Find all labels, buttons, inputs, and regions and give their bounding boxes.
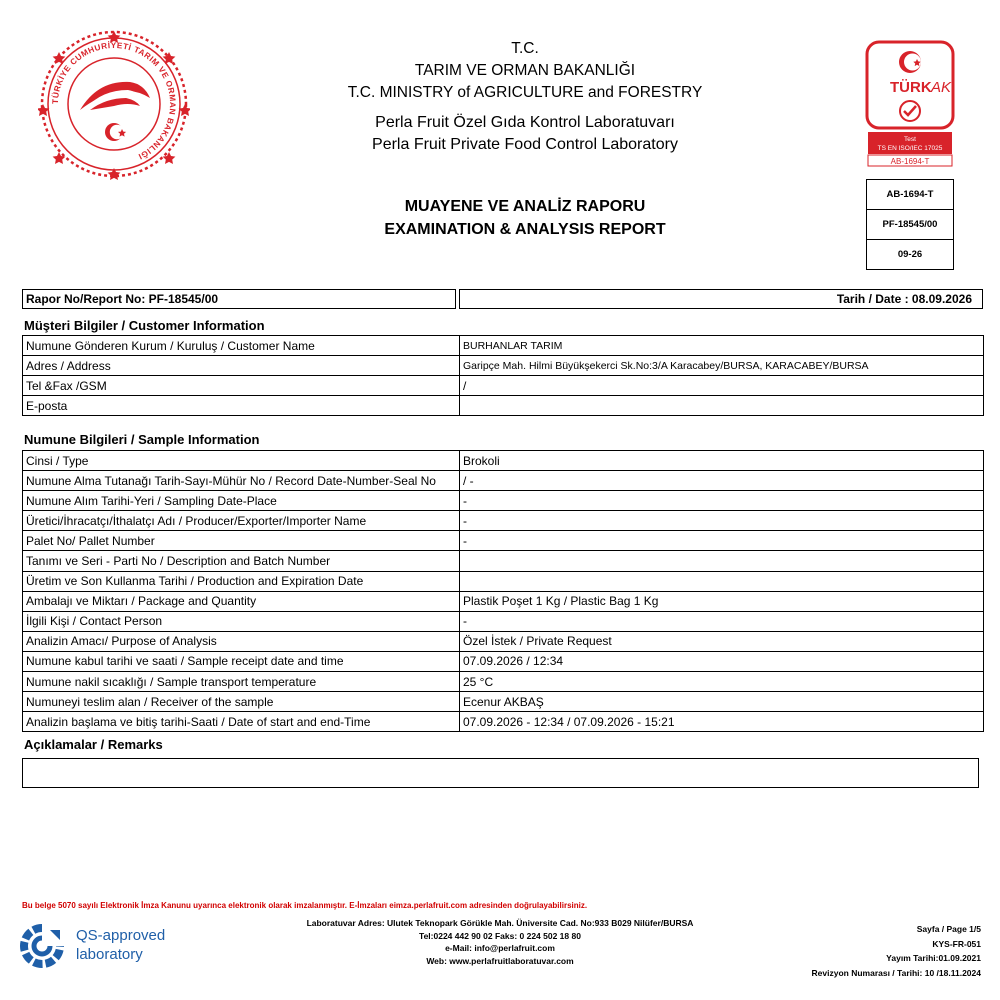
remarks-heading: Açıklamalar / Remarks [24,737,163,752]
report-title [260,195,790,241]
customer-value: Garipçe Mah. Hilmi Büyükşekerci Sk.No:3/A Karacabey/BURSA, KARACABEY/BURSA [460,356,984,376]
sample-label: Tanımı ve Seri - Parti No / Description and Batch Number [23,551,460,571]
sample-value: Brokoli [460,451,984,471]
table-row [23,376,984,396]
document-control-info [790,922,981,980]
qs-line2: laboratory [76,946,143,963]
header-center [260,38,790,156]
seal-ring-text: TÜRKİYE CUMHURİYETİ TARIM VE ORMAN BAKANLIĞI [50,40,178,162]
sample-table [22,450,984,732]
turkak-brand-tur: TÜRK [890,79,932,96]
sample-value [460,571,984,591]
table-row [23,611,984,631]
code-report: PF-18545/00 [867,209,953,239]
sample-label: Analizin başlama ve bitiş tarihi-Saati / Date of start and end-Time [23,712,460,732]
sample-value [460,551,984,571]
header-line-tc: T.C. [511,40,539,57]
sample-value: Ecenur AKBAŞ [460,692,984,712]
table-row [23,631,984,651]
sample-section-heading: Numune Bilgileri / Sample Information [24,432,260,447]
table-row [23,551,984,571]
sample-value: Plastik Poşet 1 Kg / Plastic Bag 1 Kg [460,591,984,611]
ministry-seal-logo [38,28,190,180]
sample-label: Numune kabul tarihi ve saati / Sample receipt date and time [23,651,460,671]
customer-value: BURHANLAR TARIM [460,336,984,356]
sample-value: - [460,491,984,511]
header-ministry-tr: TARIM VE ORMAN BAKANLIĞI [414,62,636,79]
lab-contact [270,917,730,967]
code-period: 09-26 [867,239,953,269]
report-bar [22,289,983,309]
turkak-code: AB-1694-T [890,157,930,166]
qs-icon [20,924,64,968]
sample-value: 25 °C [460,672,984,692]
sample-value: - [460,611,984,631]
remarks-box [22,758,979,788]
table-row [23,672,984,692]
report-number: Rapor No/Report No: PF-18545/00 [22,289,456,309]
sample-value: 07.09.2026 - 12:34 / 07.09.2026 - 15:21 [460,712,984,732]
table-row [23,712,984,732]
code-accreditation: AB-1694-T [886,189,934,200]
form-code: KYS-FR-051 [932,938,981,949]
sample-value: / - [460,471,984,491]
customer-label: Adres / Address [23,356,460,376]
header-lab-en: Perla Fruit Private Food Control Laboratory [372,136,678,153]
sample-value: - [460,511,984,531]
qs-approved-logo [20,922,220,970]
accreditation-code-box [866,179,954,270]
sample-label: Numuneyi teslim alan / Receiver of the sample [23,692,460,712]
sample-label: Ambalajı ve Miktarı / Package and Quantity [23,591,460,611]
lab-email: e-Mail: info@perlafruit.com [445,943,555,953]
sample-value: - [460,531,984,551]
revision-info: Revizyon Numarası / Tarihi: 10 /18.11.2024 [811,967,981,978]
table-row [23,651,984,671]
sample-label: Numune Alma Tutanağı Tarih-Sayı-Mühür No / Record Date-Number-Seal No [23,471,460,491]
table-row [23,336,984,356]
table-row [23,511,984,531]
table-row [23,356,984,376]
header-lab-tr: Perla Fruit Özel Gıda Kontrol Laboratuvarı [375,114,675,131]
table-row [23,571,984,591]
sample-label: Numune Alım Tarihi-Yeri / Sampling Date-Place [23,491,460,511]
report-title-tr: MUAYENE VE ANALİZ RAPORU [404,198,646,215]
sample-label: Palet No/ Pallet Number [23,531,460,551]
publication-date: Yayım Tarihi:01.09.2021 [886,953,981,963]
report-title-en: EXAMINATION & ANALYSIS REPORT [384,221,666,238]
sample-value: 07.09.2026 / 12:34 [460,651,984,671]
sample-label: Cinsi / Type [23,451,460,471]
table-row [23,491,984,511]
sample-label: Analizin Amacı/ Purpose of Analysis [23,631,460,651]
sample-label: İlgili Kişi / Contact Person [23,611,460,631]
turkak-standard: TS EN ISO/IEC 17025 [877,145,943,152]
customer-label: Numune Gönderen Kurum / Kuruluş / Customer Name [23,336,460,356]
turkak-test: Test [904,136,916,143]
turkak-accreditation-logo [865,40,955,168]
table-row [23,692,984,712]
customer-label: E-posta [23,396,460,416]
customer-label: Tel &Fax /GSM [23,376,460,396]
table-row [23,396,984,416]
customer-section-heading: Müşteri Bilgiler / Customer Information [24,318,265,333]
lab-web: Web: www.perlafruitlaboratuvar.com [426,955,574,966]
sample-label: Numune nakil sıcaklığı / Sample transport temperature [23,672,460,692]
table-row [23,451,984,471]
customer-value: / [460,376,984,396]
esignature-notice: Bu belge 5070 sayılı Elektronik İmza Kanunu uyarınca elektronik olarak imzalanmıştır. E-İmzaları eimza.perlafruit.com adresinden doğrulayabilirsiniz. [22,901,588,910]
sample-label: Üretim ve Son Kullanma Tarihi / Production and Expiration Date [23,571,460,591]
table-row [23,531,984,551]
page-number: Sayfa / Page 1/5 [916,924,981,934]
customer-table [22,335,984,416]
customer-value [460,396,984,416]
qs-line1: QS-approved [76,927,166,944]
lab-phone: Tel:0224 442 90 02 Faks: 0 224 502 18 80 [419,930,581,941]
table-row [23,471,984,491]
report-date: Tarih / Date : 08.09.2026 [459,289,983,309]
table-row [23,591,984,611]
sample-value: Özel İstek / Private Request [460,631,984,651]
header-ministry-en: T.C. MINISTRY of AGRICULTURE and FORESTRY [347,84,703,101]
turkak-brand-ak: AK [931,79,952,96]
sample-label: Üretici/İhracatçı/İthalatçı Adı / Producer/Exporter/Importer Name [23,511,460,531]
lab-address: Laboratuvar Adres: Ulutek Teknopark Görükle Mah. Üniversite Cad. No:933 B029 Nilüfer/BURSA [306,918,694,928]
